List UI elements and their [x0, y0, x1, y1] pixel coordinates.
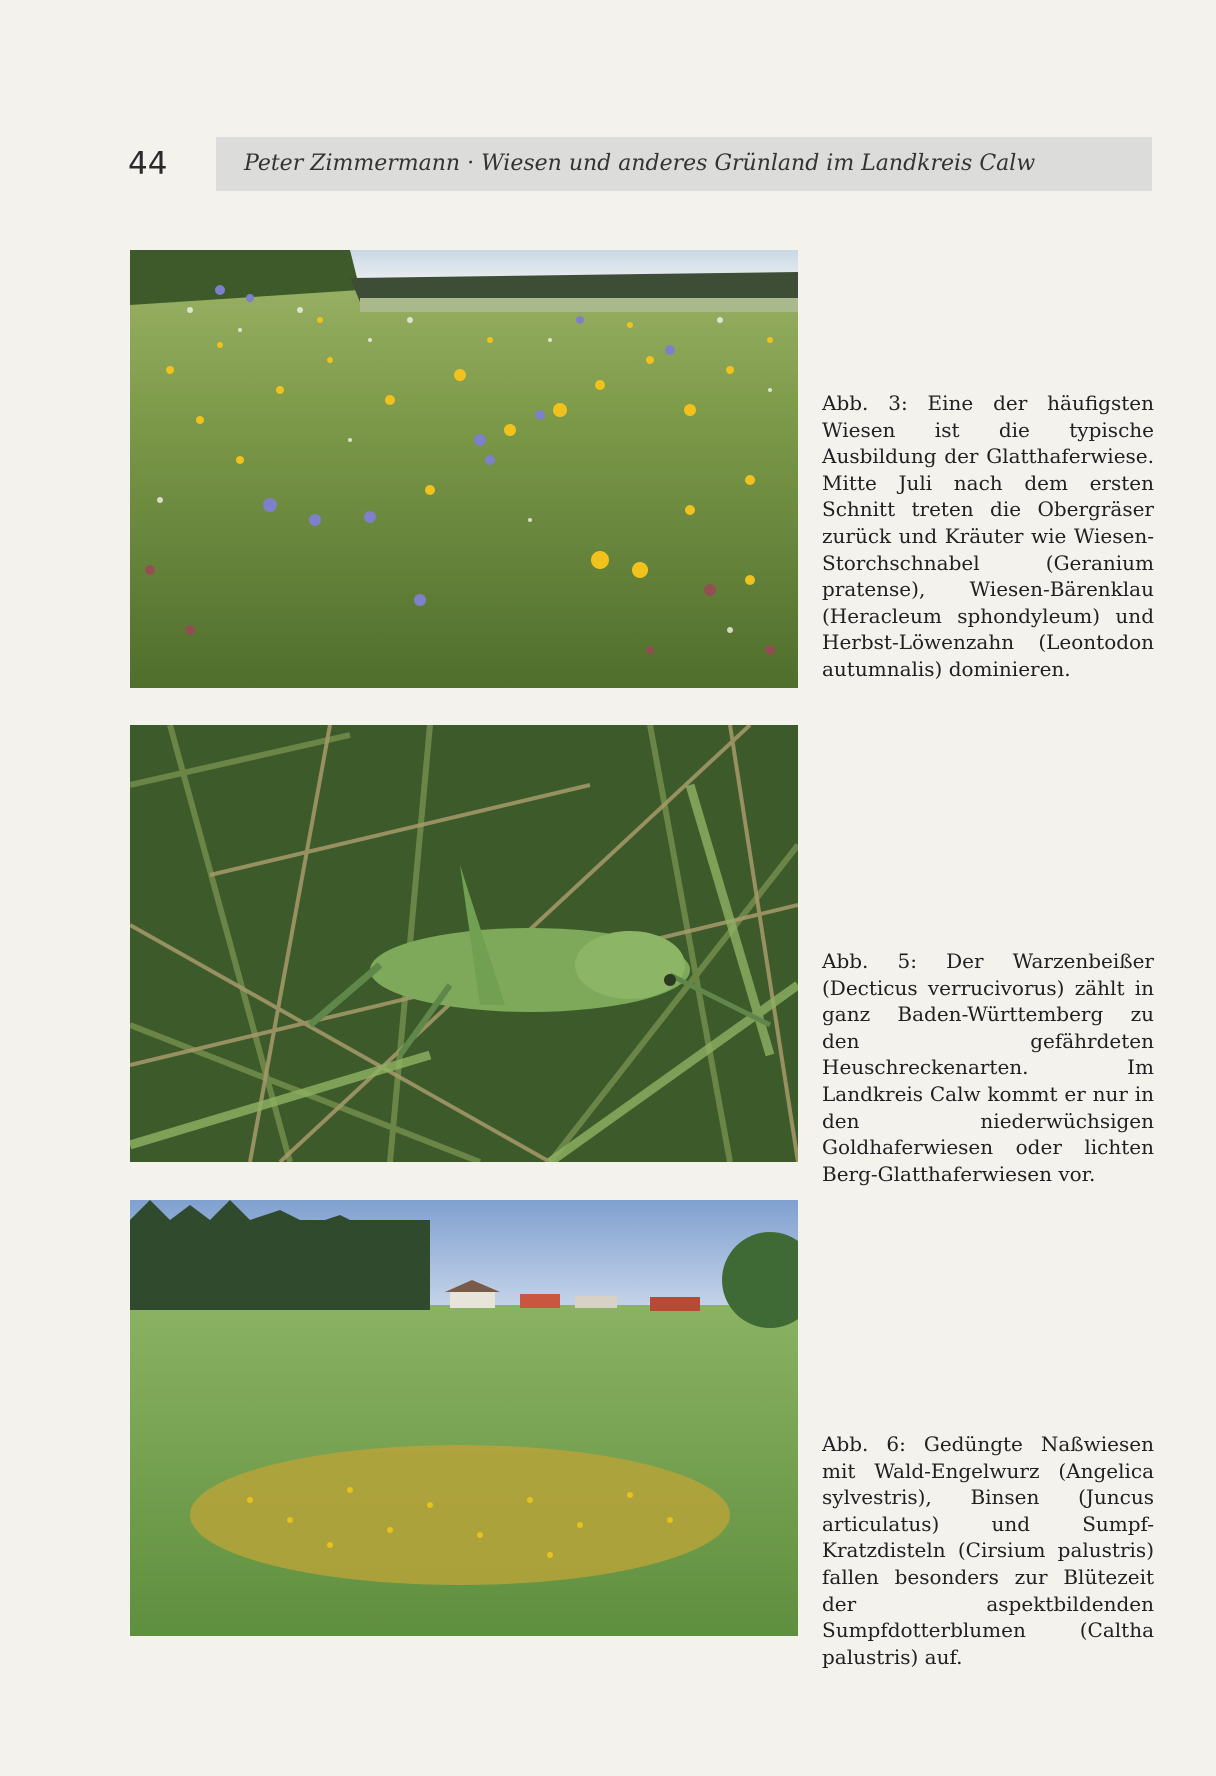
wet-meadow-photo: [130, 1200, 798, 1636]
cricket-photo-image: [130, 725, 798, 1162]
meadow-photo-image: [130, 250, 798, 688]
figure-caption-abb-5: Abb. 5: Der Warzenbeißer (Decticus verrucivorus) zählt in ganz Baden-Württemberg zu den gefährdeten Heuschreckenarten. Im Landkreis Calw kommt er nur in den niederwüchsigen Goldhaferwiesen oder lichten Berg-Glatthaferwiesen vor.: [822, 949, 1154, 1186]
figure-caption-abb-6: Abb. 6: Gedüngte Naßwiesen mit Wald-Engelwurz (Angelica sylvestris), Binsen (Juncus articulatus) und Sumpf-Kratzdisteln (Cirsium palustris) fallen besonders zur Blütezeit der aspektbildenden Sumpfdotterblumen (Caltha palustris) auf.: [822, 1432, 1154, 1669]
page-number: 44: [128, 146, 168, 182]
running-title: Peter Zimmermann · Wiesen und anderes Grünland im Landkreis Calw: [244, 151, 1036, 176]
cricket-photo: [130, 725, 798, 1162]
running-header: [216, 137, 1152, 191]
figure-caption-abb-3: Abb. 3: Eine der häufigsten Wiesen ist die typische Ausbildung der Glatthaferwiese. Mitte Juli nach dem ersten Schnitt treten die Obergräser zurück und Kräuter wie Wiesen-Storchschnabel (Geranium pratense), Wiesen-Bärenklau (Heracleum sphondyleum) und Herbst-Löwenzahn (Leontodon autumnalis) dominieren.: [822, 391, 1154, 681]
wet-meadow-photo-image: [130, 1200, 798, 1636]
meadow-photo: [130, 250, 798, 688]
